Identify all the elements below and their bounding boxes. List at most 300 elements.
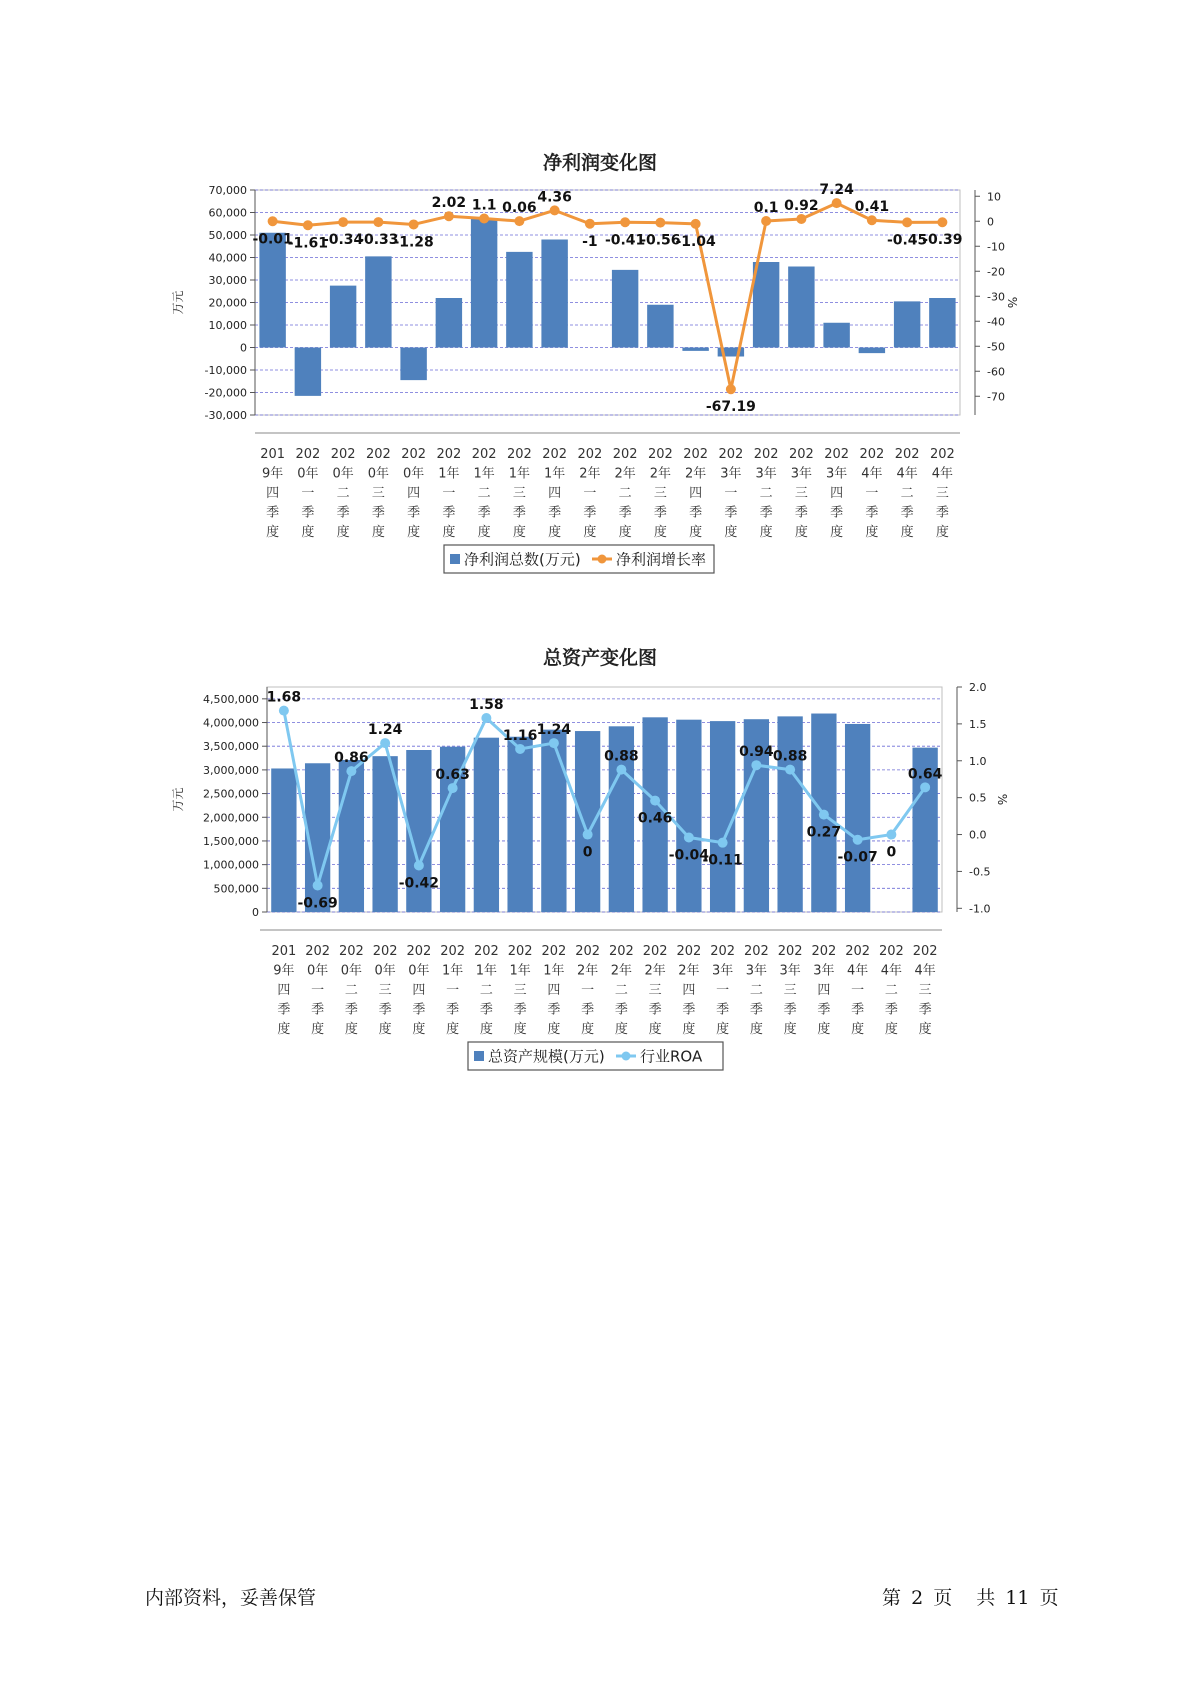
x-tick-label: 季: [336, 505, 350, 521]
x-tick-label: 度: [344, 1022, 358, 1037]
data-label: -0.01: [252, 231, 293, 248]
line-point: [867, 215, 877, 225]
x-tick-label: 季: [301, 505, 315, 521]
y2-tick-label: 0.0: [969, 828, 987, 842]
y2-tick-label: -0.5: [969, 865, 991, 879]
x-tick-label: 0年: [332, 466, 354, 482]
x-tick-label: 度: [581, 1022, 595, 1037]
data-label: -0.34: [322, 232, 364, 249]
x-tick-label: 202: [365, 447, 391, 462]
y-axis-title: 万元: [171, 787, 185, 812]
x-tick-label: 二: [344, 983, 358, 998]
x-tick-label: 202: [440, 944, 466, 959]
chart-title: 净利润变化图: [542, 152, 657, 174]
line-point: [338, 217, 348, 227]
x-tick-label: 四: [830, 486, 844, 501]
x-tick-label: 3年: [813, 963, 835, 979]
x-tick-label: 度: [442, 525, 456, 540]
bar: [471, 218, 497, 347]
x-tick-label: 三: [935, 486, 949, 501]
y-tick-label: 60,000: [208, 206, 247, 220]
x-tick-label: 一: [724, 486, 738, 501]
x-tick-label: 202: [612, 447, 638, 462]
x-tick-label: 季: [513, 1002, 527, 1018]
data-label: -0.11: [702, 852, 743, 869]
data-label: -0.56: [640, 232, 681, 249]
x-tick-label: 202: [577, 447, 603, 462]
line-point: [583, 830, 593, 840]
x-tick-label: 4年: [896, 466, 918, 482]
data-label: 1.68: [266, 689, 302, 706]
legend-bar-label: 总资产规模(万元): [488, 1047, 605, 1066]
y-axis-title: 万元: [171, 290, 185, 315]
x-tick-label: 季: [794, 505, 808, 521]
x-tick-label: 度: [851, 1022, 865, 1037]
line-point: [414, 861, 424, 871]
data-label: 1.58: [469, 696, 504, 713]
x-tick-label: 202: [305, 944, 331, 959]
data-label: -0.69: [297, 895, 338, 912]
line-point: [346, 766, 356, 776]
bar: [859, 348, 885, 354]
bar: [339, 760, 364, 912]
x-tick-label: 度: [783, 1022, 797, 1037]
x-tick-label: 四: [689, 486, 703, 501]
x-tick-label: 季: [689, 505, 703, 521]
line-point: [616, 765, 626, 775]
x-tick-label: 度: [918, 1022, 932, 1037]
y-tick-label: 70,000: [208, 184, 247, 197]
data-label: -0.42: [398, 875, 440, 892]
x-tick-label: 度: [336, 525, 350, 540]
line-point: [481, 713, 491, 723]
data-label: 0.27: [806, 824, 842, 841]
x-tick-label: 1年: [543, 466, 566, 482]
page-num: 2: [911, 1587, 924, 1609]
x-tick-label: 二: [900, 486, 914, 501]
x-tick-label: 3年: [720, 466, 742, 482]
bar: [259, 233, 285, 348]
x-tick-label: 202: [788, 447, 814, 462]
x-tick-label: 二: [759, 486, 773, 501]
line-point: [550, 205, 560, 215]
bar: [788, 267, 814, 348]
line-point: [448, 783, 458, 793]
footer-confidential-note: 内部资料，妥善保管: [145, 1587, 317, 1609]
bar: [929, 298, 955, 348]
x-tick-label: 202: [473, 944, 499, 959]
x-tick-label: 1年: [508, 466, 531, 482]
x-tick-label: 4年: [861, 466, 883, 482]
x-tick-label: 202: [642, 944, 668, 959]
y-tick-label: 1,500,000: [203, 834, 259, 848]
x-tick-label: 0年: [367, 466, 390, 482]
line-point: [785, 765, 795, 775]
y-tick-label: -10,000: [204, 364, 247, 377]
bar: [823, 323, 849, 348]
x-tick-label: 度: [716, 1022, 730, 1037]
x-tick-label: 季: [759, 505, 773, 521]
x-tick-label: 季: [724, 505, 738, 521]
x-tick-label: 202: [912, 944, 938, 959]
x-tick-label: 1年: [473, 466, 495, 482]
x-tick-label: 3年: [825, 466, 848, 482]
x-tick-label: 202: [894, 447, 920, 462]
x-tick-label: 二: [336, 486, 350, 501]
x-tick-label: 一: [716, 983, 730, 998]
x-tick-label: 202: [330, 447, 356, 462]
x-tick-label: 度: [935, 525, 949, 540]
x-tick-label: 二: [884, 983, 898, 998]
x-tick-label: 4年: [914, 963, 936, 979]
bar: [400, 348, 426, 381]
x-tick-label: 一: [446, 983, 460, 998]
bar: [541, 730, 566, 912]
x-tick-label: 0年: [402, 466, 425, 482]
x-tick-label: 202: [718, 447, 744, 462]
x-tick-label: 202: [676, 944, 702, 959]
line-point: [268, 216, 278, 226]
x-tick-label: 季: [614, 1002, 628, 1018]
footer-page-number: [882, 1583, 1063, 1610]
y2-tick-label: -60: [987, 365, 1005, 379]
bar: [330, 286, 356, 348]
line-point: [620, 217, 630, 227]
line-point: [514, 216, 524, 226]
y2-tick-label: -20: [987, 265, 1005, 279]
y-tick-label: 30,000: [208, 274, 247, 287]
x-tick-label: 度: [548, 525, 562, 540]
x-tick-label: 季: [512, 505, 526, 521]
x-tick-label: 三: [512, 486, 526, 501]
x-tick-label: 202: [542, 447, 568, 462]
x-tick-label: 季: [900, 505, 914, 521]
y-tick-label: 50,000: [208, 229, 247, 242]
y-tick-label: 1,000,000: [203, 858, 259, 872]
y2-tick-label: 1.5: [969, 717, 987, 731]
data-label: 7.24: [819, 182, 854, 199]
bar: [894, 301, 920, 347]
data-label: 4.36: [537, 189, 572, 206]
data-label: -0.41: [604, 232, 646, 249]
line-point: [373, 217, 383, 227]
line-point: [409, 219, 419, 229]
line-point: [920, 782, 930, 792]
y-tick-label: 2,500,000: [203, 787, 259, 801]
x-tick-label: 度: [477, 525, 491, 540]
x-tick-label: 度: [412, 1022, 426, 1037]
x-tick-label: 202: [372, 944, 398, 959]
x-tick-label: 季: [477, 505, 491, 521]
bar: [474, 738, 499, 912]
line-point: [902, 217, 912, 227]
legend-line-marker: [622, 1052, 631, 1061]
line-point: [279, 706, 289, 716]
x-tick-label: 四: [548, 486, 562, 501]
x-tick-label: 季: [682, 1002, 696, 1018]
y2-tick-label: -40: [987, 315, 1005, 329]
x-tick-label: 季: [618, 505, 632, 521]
x-tick-label: 度: [583, 525, 597, 540]
data-label: 1.16: [502, 727, 538, 744]
x-tick-label: 4年: [931, 466, 954, 482]
bar: [682, 348, 708, 351]
x-tick-label: 3年: [790, 466, 813, 482]
bar: [676, 720, 701, 912]
line-point: [937, 217, 947, 227]
x-tick-label: 一: [311, 983, 325, 998]
x-tick-label: 2年: [684, 466, 707, 482]
y-tick-label: 3,500,000: [203, 740, 259, 754]
y2-tick-label: 2.0: [969, 681, 987, 694]
x-tick-label: 度: [301, 525, 315, 540]
x-tick-label: 1年: [441, 963, 464, 979]
line-point: [313, 880, 323, 890]
x-tick-label: 季: [918, 1002, 932, 1018]
x-tick-label: 一: [581, 983, 595, 998]
x-tick-label: 0年: [340, 963, 363, 979]
x-tick-label: 1年: [475, 963, 498, 979]
total-assets-chart: [170, 635, 1030, 1085]
x-tick-label: 季: [277, 1002, 291, 1018]
x-tick-label: 一: [301, 486, 315, 501]
x-tick-label: 202: [541, 944, 567, 959]
x-tick-label: 一: [851, 983, 865, 998]
line-point: [515, 744, 525, 754]
x-tick-label: 季: [865, 505, 879, 521]
x-tick-label: 度: [407, 525, 421, 540]
bar: [436, 298, 462, 348]
line-point: [650, 796, 660, 806]
line-point: [655, 218, 665, 228]
x-tick-label: 三: [918, 983, 932, 998]
data-label: -0.45: [886, 232, 928, 249]
x-tick-label: 1年: [543, 963, 565, 979]
x-tick-label: 2年: [610, 963, 633, 979]
y-tick-label: 10,000: [208, 319, 247, 332]
x-tick-label: 201: [271, 944, 297, 959]
x-tick-label: 202: [845, 944, 871, 959]
total-unit: 页: [1039, 1587, 1059, 1609]
line-point: [684, 832, 694, 842]
x-tick-label: 季: [935, 505, 949, 521]
x-tick-label: 季: [817, 1002, 831, 1018]
x-tick-label: 202: [777, 944, 803, 959]
data-label: -1.28: [393, 234, 434, 251]
x-tick-label: 季: [583, 505, 597, 521]
x-tick-label: 202: [338, 944, 364, 959]
x-tick-label: 0年: [374, 963, 396, 979]
legend-line-label: 净利润增长率: [616, 550, 707, 569]
net-profit-chart: [170, 140, 1030, 580]
net-profit-chart-svg: [170, 170, 1030, 590]
x-tick-label: 二: [749, 983, 763, 998]
x-tick-label: 季: [442, 505, 456, 521]
x-tick-label: 季: [446, 1002, 460, 1018]
bar: [506, 252, 532, 348]
x-tick-label: 度: [817, 1022, 831, 1037]
data-label: 0.94: [739, 744, 774, 761]
data-label: 0.63: [435, 767, 470, 784]
x-tick-label: 4年: [846, 963, 869, 979]
y2-axis-title: %: [1005, 296, 1019, 309]
x-tick-label: 三: [648, 983, 662, 998]
x-tick-label: 201: [260, 447, 286, 462]
y2-tick-label: -70: [987, 390, 1005, 404]
x-tick-label: 202: [406, 944, 432, 959]
y-tick-label: 2,000,000: [203, 811, 259, 825]
line-point: [303, 220, 313, 230]
bar: [295, 348, 321, 396]
x-tick-label: 9年: [261, 466, 284, 482]
y2-tick-label: -30: [987, 290, 1005, 304]
x-tick-label: 二: [477, 486, 491, 501]
line-point: [549, 738, 559, 748]
x-tick-label: 3年: [755, 466, 777, 482]
legend-bar-swatch: [474, 1051, 484, 1061]
x-tick-label: 季: [479, 1002, 493, 1018]
line-point: [691, 219, 701, 229]
bar: [271, 768, 296, 912]
bar: [777, 716, 802, 912]
data-label: -1.61: [287, 235, 329, 252]
x-tick-label: 四: [266, 486, 280, 501]
x-tick-label: 3年: [745, 963, 768, 979]
line-point: [479, 214, 489, 224]
x-tick-label: 度: [277, 1022, 291, 1037]
y2-tick-label: -1.0: [969, 902, 991, 916]
x-tick-label: 季: [783, 1002, 797, 1018]
x-tick-label: 度: [547, 1022, 561, 1037]
line-point: [380, 738, 390, 748]
bar: [753, 262, 779, 348]
legend-line-label: 行业ROA: [640, 1047, 703, 1066]
x-tick-label: 202: [811, 944, 837, 959]
x-tick-label: 2年: [649, 466, 672, 482]
line-point: [718, 838, 728, 848]
x-tick-label: 0年: [408, 963, 430, 979]
x-tick-label: 2年: [644, 963, 666, 979]
data-label: -0.04: [668, 847, 710, 864]
legend-bar-label: 净利润总数(万元): [464, 550, 581, 569]
x-tick-label: 202: [878, 944, 904, 959]
x-tick-label: 0年: [306, 963, 329, 979]
x-tick-label: 季: [344, 1002, 358, 1018]
x-tick-label: 度: [311, 1022, 325, 1037]
line-point: [726, 384, 736, 394]
bar: [541, 240, 567, 348]
data-label: -67.19: [705, 399, 756, 416]
x-tick-label: 季: [548, 505, 562, 521]
x-tick-label: 202: [471, 447, 497, 462]
legend-bar-swatch: [450, 554, 460, 564]
y-tick-label: 3,000,000: [203, 763, 259, 777]
line-point: [819, 810, 829, 820]
x-tick-label: 度: [446, 1022, 460, 1037]
x-tick-label: 202: [506, 447, 532, 462]
data-label: -0.33: [358, 232, 399, 249]
x-tick-label: 季: [851, 1002, 865, 1018]
x-tick-label: 4年: [880, 963, 903, 979]
x-tick-label: 季: [581, 1002, 595, 1018]
x-tick-label: 二: [479, 983, 493, 998]
x-tick-label: 季: [266, 505, 280, 521]
x-tick-label: 三: [513, 983, 527, 998]
x-tick-label: 二: [614, 983, 628, 998]
data-label: 1.24: [536, 722, 572, 739]
bar: [365, 256, 391, 347]
x-tick-label: 三: [783, 983, 797, 998]
x-tick-label: 202: [824, 447, 850, 462]
x-tick-label: 度: [614, 1022, 628, 1037]
x-tick-label: 202: [401, 447, 427, 462]
x-tick-label: 202: [710, 944, 736, 959]
data-label: 0.41: [854, 199, 890, 216]
x-tick-label: 季: [716, 1002, 730, 1018]
x-tick-label: 202: [575, 944, 601, 959]
data-label: -1.04: [675, 233, 716, 250]
x-tick-label: 三: [794, 486, 808, 501]
x-tick-label: 一: [583, 486, 597, 501]
y2-tick-label: 0: [987, 215, 994, 229]
x-tick-label: 202: [743, 944, 769, 959]
x-tick-label: 三: [371, 486, 385, 501]
x-tick-label: 季: [884, 1002, 898, 1018]
y-tick-label: 40,000: [208, 251, 247, 265]
y-tick-label: 20,000: [208, 296, 247, 310]
x-tick-label: 度: [759, 525, 773, 540]
line-point: [585, 219, 595, 229]
bar: [612, 270, 638, 348]
x-tick-label: 3年: [779, 963, 801, 979]
y2-axis-title: %: [995, 793, 1009, 806]
x-tick-label: 度: [512, 525, 526, 540]
x-tick-label: 202: [507, 944, 533, 959]
y-tick-label: 500,000: [213, 882, 259, 896]
data-label: 0.86: [334, 750, 369, 767]
data-label: 0: [582, 844, 593, 861]
y-tick-label: 4,000,000: [203, 716, 259, 730]
x-tick-label: 202: [929, 447, 955, 462]
line-point: [751, 760, 761, 770]
x-tick-label: 季: [648, 1002, 662, 1018]
x-tick-label: 2年: [579, 466, 601, 482]
chart-title: 总资产变化图: [542, 647, 657, 669]
x-tick-label: 季: [412, 1002, 426, 1018]
x-tick-label: 202: [753, 447, 779, 462]
legend-line-marker: [598, 555, 607, 564]
data-label: 0.1: [753, 200, 779, 216]
x-tick-label: 度: [653, 525, 667, 540]
data-label: -0.07: [837, 849, 878, 866]
x-tick-label: 1年: [438, 466, 460, 482]
y2-tick-label: -50: [987, 340, 1005, 354]
line-point: [832, 198, 842, 208]
data-label: 0.92: [784, 197, 819, 214]
x-tick-label: 0年: [297, 466, 319, 482]
x-tick-label: 四: [547, 983, 561, 998]
x-tick-label: 度: [724, 525, 738, 540]
x-tick-label: 季: [830, 505, 844, 521]
total-word: 共: [976, 1587, 996, 1609]
y2-tick-label: 1.0: [969, 754, 987, 768]
x-tick-label: 2年: [678, 963, 700, 979]
x-tick-label: 三: [653, 486, 667, 501]
y2-tick-label: 0.5: [969, 791, 987, 805]
data-label: -0.39: [922, 232, 963, 249]
y-tick-label: -20,000: [204, 386, 247, 400]
bar: [575, 731, 600, 912]
